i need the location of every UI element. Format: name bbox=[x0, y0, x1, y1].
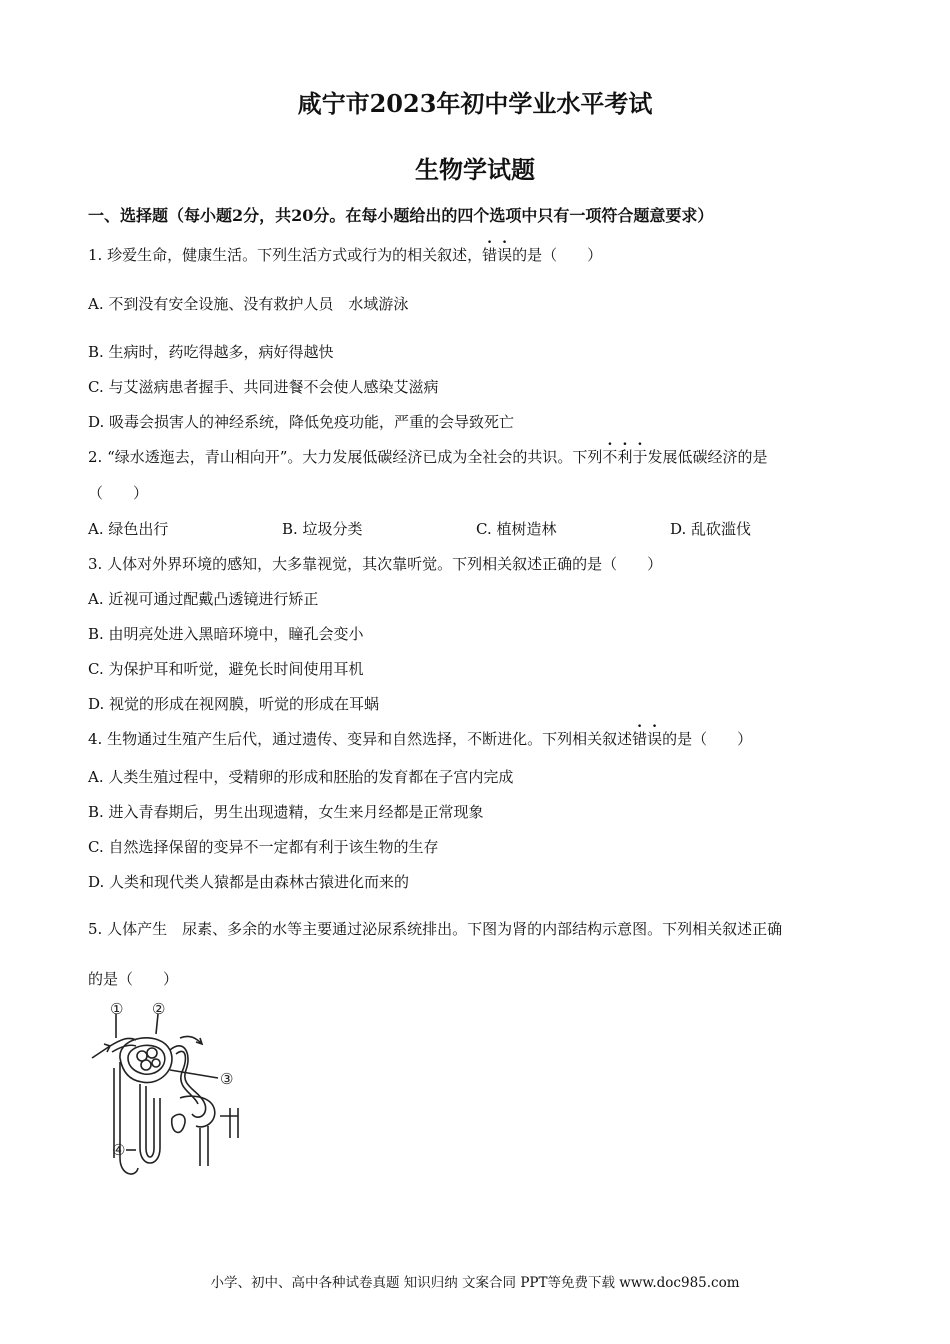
emphasis-char: 利 bbox=[617, 448, 633, 466]
question-2-option-c: C. 植树造林 bbox=[476, 520, 557, 538]
emphasis-char: 于 bbox=[632, 448, 648, 466]
question-1-option-b: B. 生病时，药吃得越多，病好得越快 bbox=[88, 343, 334, 361]
question-3-option-c: C. 为保护耳和听觉，避免长时间使用耳机 bbox=[88, 660, 364, 678]
question-3-option-a: A. 近视可通过配戴凸透镜进行矫正 bbox=[88, 590, 319, 608]
figure-label-3: ③ bbox=[220, 1070, 234, 1088]
question-2-stem: 2. “绿水透迤去，青山相向开”。大力发展低碳经济已成为全社会的共识。下列不利于发展低碳经济的是 bbox=[88, 448, 768, 466]
emphasis-char: 错 bbox=[482, 246, 498, 264]
exam-subtitle: 生物学试题 bbox=[415, 155, 535, 184]
emphasis-char: 不 bbox=[602, 448, 618, 466]
question-4-option-d: D. 人类和现代类人猿都是由森林古猿进化而来的 bbox=[88, 873, 410, 891]
question-2-option-a: A. 绿色出行 bbox=[88, 520, 169, 538]
question-4-option-a: A. 人类生殖过程中，受精卵的形成和胚胎的发育都在子宫内完成 bbox=[88, 768, 514, 786]
page-footer: 小学、初中、高中各种试卷真题 知识归纳 文案合同 PPT等免费下载 www.doc985.com bbox=[210, 1275, 740, 1291]
emphasis-char: 错 bbox=[632, 730, 648, 748]
question-4-option-b: B. 进入青春期后，男生出现遗精，女生来月经都是正常现象 bbox=[88, 803, 484, 821]
question-1-option-d: D. 吸毒会损害人的神经系统，降低免疫功能，严重的会导致死亡 bbox=[88, 413, 515, 431]
question-4-option-c: C. 自然选择保留的变异不一定都有利于该生物的生存 bbox=[88, 838, 439, 856]
question-1-option-a: A. 不到没有安全设施、没有救护人员 水域游泳 bbox=[88, 295, 409, 313]
question-4-stem: 4. 生物通过生殖产生后代，通过遗传、变异和自然选择，不断进化。下列相关叙述错误的是（ ） bbox=[88, 730, 753, 748]
question-2-stem-cont: （ ） bbox=[88, 484, 149, 502]
question-3-option-b: B. 由明亮处进入黑暗环境中，瞳孔会变小 bbox=[88, 625, 364, 643]
question-2-option-b: B. 垃圾分类 bbox=[282, 520, 363, 538]
figure-label-4: ④ bbox=[112, 1141, 126, 1159]
question-1-option-c: C. 与艾滋病患者握手、共同进餐不会使人感染艾滋病 bbox=[88, 378, 439, 396]
nephron-diagram bbox=[80, 998, 250, 1188]
section-heading: 一、选择题（每小题2分，共20分。在每小题给出的四个选项中只有一项符合题意要求） bbox=[88, 206, 714, 225]
exam-title: 咸宁市2023年初中学业水平考试 bbox=[297, 89, 653, 118]
question-3-option-d: D. 视觉的形成在视网膜，听觉的形成在耳蜗 bbox=[88, 695, 380, 713]
question-1-stem: 1. 珍爱生命，健康生活。下列生活方式或行为的相关叙述，错误的是（ ） bbox=[88, 246, 603, 264]
emphasis-char: 误 bbox=[497, 246, 513, 264]
figure-label-1: ① bbox=[110, 1000, 124, 1018]
question-3-stem: 3. 人体对外界环境的感知，大多靠视觉，其次靠听觉。下列相关叙述正确的是（ ） bbox=[88, 555, 663, 573]
question-5-stem-cont: 的是（ ） bbox=[88, 970, 179, 988]
question-5-stem: 5. 人体产生 尿素、多余的水等主要通过泌尿系统排出。下图为肾的内部结构示意图。下列相关叙述正确 bbox=[88, 920, 783, 938]
figure-label-2: ② bbox=[152, 1000, 166, 1018]
question-2-option-d: D. 乱砍滥伐 bbox=[670, 520, 752, 538]
emphasis-char: 误 bbox=[647, 730, 663, 748]
